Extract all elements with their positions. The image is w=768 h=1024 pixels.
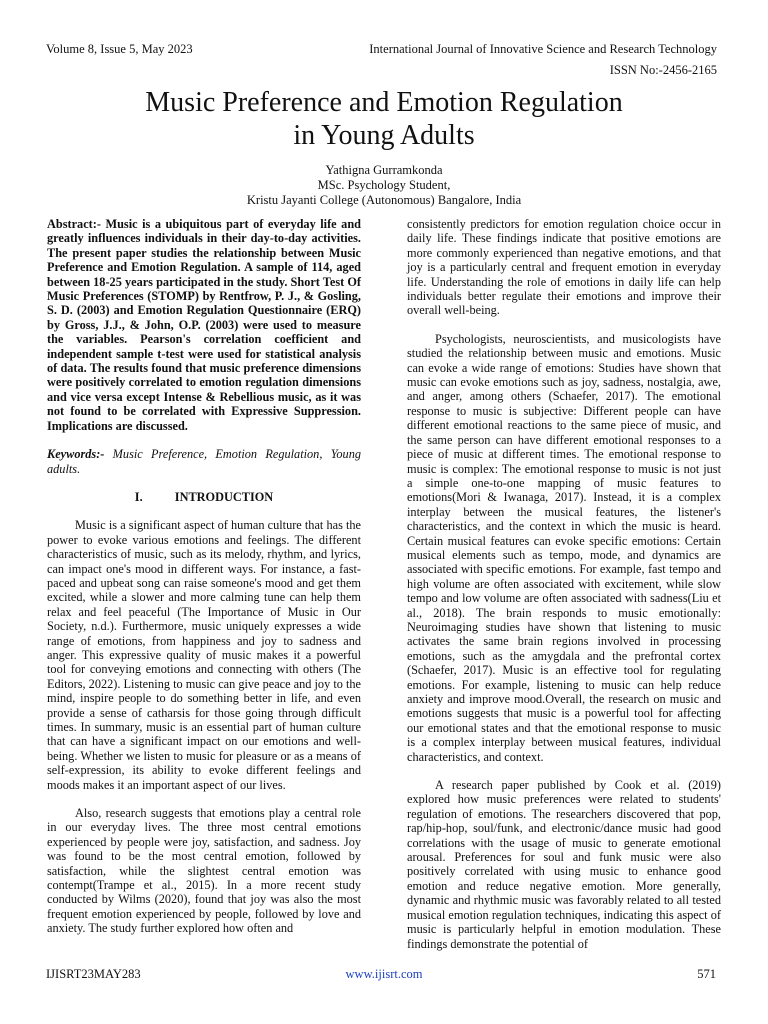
abstract: Abstract:- Music is a ubiquitous part of everyday life and greatly influences individuals in their day-to-day activities. The present paper studies the relationship between Music Preference and Emotion Regulation. A sample of 114, aged between 18-25 years participated in the study. Short Test Of Music Preferences (STOMP) by Rentfrow, P. J., & Gosling, S. D. (2003) and Emotion Regulation Questionnaire (ERQ) by Gross, J.J., & John, O.P. (2003) were used to measure the variables. Pearson's correlation coefficient and independent sample t-test were used for statistical analysis of data. The results found that music preference dimensions were positively correlated to emotion regulation dimensions and vice versa except Intense & Rebellious music, as it was not found to be correlated with Expressive Suppression. Implications are discussed. — [47, 217, 361, 433]
paper-title — [0, 86, 768, 152]
keywords-label: Keywords:- — [47, 447, 105, 462]
section-number: I. — [134, 489, 143, 504]
journal-name: International Journal of Innovative Science and Research Technology — [369, 42, 717, 56]
continued-paragraph: consistently predictors for emotion regulation choice occur in daily life. These findings indicate that positive emotions are more commonly experienced than negative emotions, and that joy is a particularly central and frequent emotion in everyday life. Understanding the role of emotions in daily life can help individuals better regulate their emotions and improve their overall well-being. — [407, 217, 721, 318]
journal-website-link[interactable]: www.ijisrt.com — [345, 967, 423, 981]
keywords-text: Music Preference, Emotion Regulation, Young adults. — [47, 447, 361, 476]
title-line-1: Music Preference and Emotion Regulation — [145, 87, 623, 118]
section-title: INTRODUCTION — [174, 489, 274, 504]
page-number: 571 — [697, 967, 716, 981]
author-role: MSc. Psychology Student, — [317, 178, 451, 192]
journal-website-container — [0, 967, 768, 982]
cook-research-paragraph: A research paper published by Cook et al. (2019) explored how music preferences were related to students' regulation of emotions. The researchers discovered that pop, rap/hip-hop, soul/funk, and electronic/dance music had good correlations with the usage of music to generate emotional arousal. Preferences for soul and funk music were also positively correlated with using music to enhance good emotion and reduce negative emotion. More generally, dynamic and rhythmic music was favorably related to all tested musical emotion regulation techniques, indicating this aspect of music is particularly helpful in emotion modulation. These findings demonstrate the potential of — [407, 778, 721, 951]
paper-id: IJISRT23MAY283 — [46, 967, 141, 981]
music-emotion-paragraph: Psychologists, neuroscientists, and musicologists have studied the relationship between music and emotions. Music can evoke a wide range of emotions: Studies have shown that music can evoke emotions such as joy, sadness, nostalgia, awe, and anger, among others (Schaefer, 2017). The emotional response to music is subjective: Different people can have different emotional reactions to the same piece of music, and the same person can have different emotional responses to a piece of music at different times. The emotional response to music is complex: The emotional response to music is not just a simple one-to-one mapping of music features to emotions(Mori & Iwanaga, 2017). Instead, it is a complex interplay between the musical features, the listener's characteristics, and the context in which the music is heard. Certain musical features can evoke specific emotions: Certain musical elements such as tempo, mode, and dynamics are associated with specific emotions. For example, fast tempo and high volume are often associated with excitement, while slow tempo and low volume are often associated with sadness(Liu et al., 2018). The brain responds to music emotionally: Neuroimaging studies have shown that listening to music activates the same brain regions involved in processing emotions, such as the amygdala and the prefrontal cortex (Schaefer, 2017). Music is an effective tool for regulating emotions. For example, listening to music can help reduce anxiety and improve mood.Overall, the research on music and emotions suggests that music is a powerful tool for affecting our emotional states and that the emotional response to music is a complex interplay between musical features, individual characteristics, and context. — [407, 331, 721, 764]
title-line-2: in Young Adults — [293, 120, 475, 151]
section-heading — [47, 490, 361, 504]
intro-paragraph-2: Also, research suggests that emotions play a central role in our everyday lives. The three most central emotions experienced by people were joy, satisfaction, and sadness. Joy was found to be the most central emotion, followed by satisfaction, while the slightest central emotion was contempt(Trampe et al., 2015). In a more recent study conducted by Wilms (2020), found that joy was also the most frequent emotion experienced by people, followed by love and anxiety. The study further explored how often and — [47, 806, 361, 936]
volume-issue: Volume 8, Issue 5, May 2023 — [46, 42, 193, 56]
right-column — [407, 217, 721, 965]
intro-paragraph-1: Music is a significant aspect of human culture that has the power to evoke various emotions and feelings. The different characteristics of music, such as its melody, rhythm, and lyrics, can impact one's mood in different ways. For instance, a fast-paced and upbeat song can raise someone's mood and get them excited, while a slower and more calming tune can help them relax and feel peaceful (The Importance of Music in Our Society, n.d.). Furthermore, music uniquely expresses a wide range of emotions, from happiness and joy to sadness and anger. This expressive quality of music makes it a powerful tool for conveying emotions and connecting with others (The Editors, 2022). Listening to music can give peace and joy to the mind, inspire people to do something better in life, and even provide a sense of catharsis for those going through difficult times. In summary, music is an essential part of human culture that can have a significant impact on our emotions and well-being. Whether we listen to music for pleasure or as a means of self-expression, its ability to evoke different feelings and moods makes it an important aspect of our lives. — [47, 518, 361, 792]
left-column — [47, 217, 361, 950]
keywords — [47, 447, 361, 476]
author-block — [0, 163, 768, 208]
author-affiliation: Kristu Jayanti College (Autonomous) Bangalore, India — [246, 193, 522, 207]
author-name: Yathigna Gurramkonda — [325, 163, 443, 177]
issn: ISSN No:-2456-2165 — [609, 63, 717, 77]
